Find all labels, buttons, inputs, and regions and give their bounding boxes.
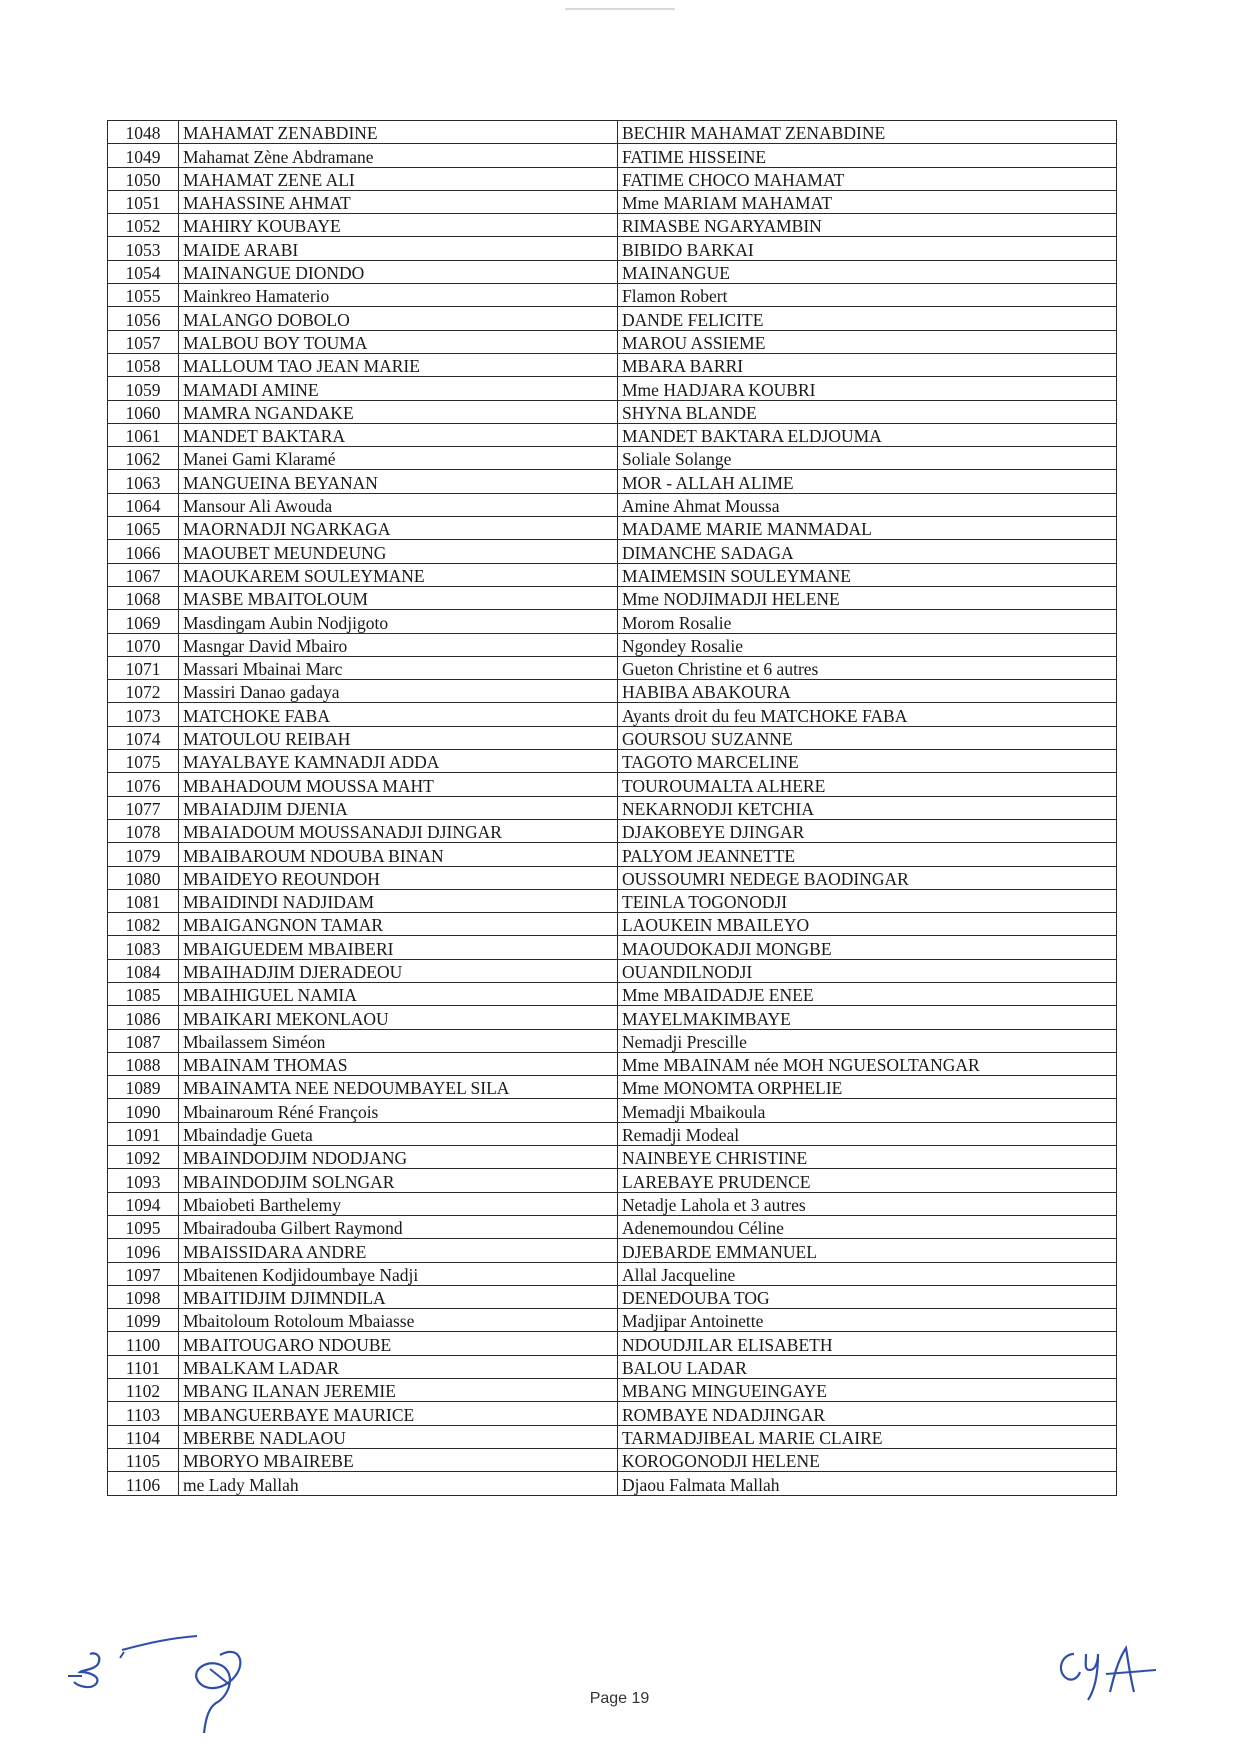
beneficiary-name: MAYELMAKIMBAYE bbox=[618, 1006, 1117, 1029]
row-number: 1102 bbox=[108, 1379, 179, 1402]
table-row bbox=[108, 773, 1117, 796]
row-number: 1100 bbox=[108, 1332, 179, 1355]
row-number: 1103 bbox=[108, 1402, 179, 1425]
row-number: 1075 bbox=[108, 750, 179, 773]
beneficiary-name: Mme MARIAM MAHAMAT bbox=[618, 190, 1117, 213]
beneficiary-name: Flamon Robert bbox=[618, 284, 1117, 307]
table-row bbox=[108, 1029, 1117, 1052]
deceased-name: Mbailassem Siméon bbox=[179, 1029, 618, 1052]
deceased-name: MBANGUERBAYE MAURICE bbox=[179, 1402, 618, 1425]
beneficiary-name: OUANDILNODJI bbox=[618, 959, 1117, 982]
row-number: 1059 bbox=[108, 377, 179, 400]
deceased-name: Massari Mbainai Marc bbox=[179, 656, 618, 679]
deceased-name: Mansour Ali Awouda bbox=[179, 493, 618, 516]
beneficiary-name: Memadji Mbaikoula bbox=[618, 1099, 1117, 1122]
deceased-name: MAORNADJI NGARKAGA bbox=[179, 517, 618, 540]
deceased-name: me Lady Mallah bbox=[179, 1472, 618, 1495]
row-number: 1051 bbox=[108, 190, 179, 213]
table-row bbox=[108, 959, 1117, 982]
row-number: 1085 bbox=[108, 982, 179, 1005]
table-row bbox=[108, 1169, 1117, 1192]
beneficiary-name: HABIBA ABAKOURA bbox=[618, 680, 1117, 703]
table-row bbox=[108, 400, 1117, 423]
beneficiary-name: ROMBAYE NDADJINGAR bbox=[618, 1402, 1117, 1425]
row-number: 1063 bbox=[108, 470, 179, 493]
deceased-name: Mbairadouba Gilbert Raymond bbox=[179, 1215, 618, 1238]
row-number: 1099 bbox=[108, 1309, 179, 1332]
table-row bbox=[108, 680, 1117, 703]
table-row bbox=[108, 843, 1117, 866]
deceased-name: MAIDE ARABI bbox=[179, 237, 618, 260]
table-row bbox=[108, 167, 1117, 190]
scan-artifact bbox=[565, 8, 675, 10]
row-number: 1048 bbox=[108, 121, 179, 144]
beneficiary-name: FATIME HISSEINE bbox=[618, 144, 1117, 167]
row-number: 1053 bbox=[108, 237, 179, 260]
row-number: 1065 bbox=[108, 517, 179, 540]
deceased-name: MBAIADOUM MOUSSANADJI DJINGAR bbox=[179, 819, 618, 842]
table-row bbox=[108, 1239, 1117, 1262]
row-number: 1104 bbox=[108, 1425, 179, 1448]
deceased-name: MBERBE NADLAOU bbox=[179, 1425, 618, 1448]
table-row bbox=[108, 913, 1117, 936]
row-number: 1067 bbox=[108, 563, 179, 586]
row-number: 1064 bbox=[108, 493, 179, 516]
table-row bbox=[108, 517, 1117, 540]
deceased-name: MBORYO MBAIREBE bbox=[179, 1448, 618, 1471]
table-row bbox=[108, 447, 1117, 470]
page-number: Page 19 bbox=[589, 1690, 650, 1707]
deceased-name: Manei Gami Klaramé bbox=[179, 447, 618, 470]
deceased-name: MBAINAM THOMAS bbox=[179, 1052, 618, 1075]
row-number: 1070 bbox=[108, 633, 179, 656]
table-row bbox=[108, 1006, 1117, 1029]
beneficiary-name: KOROGONODJI HELENE bbox=[618, 1448, 1117, 1471]
table-row bbox=[108, 656, 1117, 679]
beneficiary-name: NAINBEYE CHRISTINE bbox=[618, 1146, 1117, 1169]
table-row bbox=[108, 703, 1117, 726]
beneficiary-name: MBANG MINGUEINGAYE bbox=[618, 1379, 1117, 1402]
row-number: 1092 bbox=[108, 1146, 179, 1169]
registry-table bbox=[107, 120, 1117, 1496]
row-number: 1061 bbox=[108, 423, 179, 446]
row-number: 1098 bbox=[108, 1285, 179, 1308]
deceased-name: Masngar David Mbairo bbox=[179, 633, 618, 656]
table-row bbox=[108, 1332, 1117, 1355]
beneficiary-name: Mme HADJARA KOUBRI bbox=[618, 377, 1117, 400]
beneficiary-name: TARMADJIBEAL MARIE CLAIRE bbox=[618, 1425, 1117, 1448]
table-row bbox=[108, 144, 1117, 167]
table-row bbox=[108, 260, 1117, 283]
table-row bbox=[108, 819, 1117, 842]
row-number: 1082 bbox=[108, 913, 179, 936]
row-number: 1091 bbox=[108, 1122, 179, 1145]
deceased-name: MAOUBET MEUNDEUNG bbox=[179, 540, 618, 563]
deceased-name: MANGUEINA BEYANAN bbox=[179, 470, 618, 493]
beneficiary-name: MAOUDOKADJI MONGBE bbox=[618, 936, 1117, 959]
deceased-name: MBALKAM LADAR bbox=[179, 1355, 618, 1378]
beneficiary-name: OUSSOUMRI NEDEGE BAODINGAR bbox=[618, 866, 1117, 889]
table-row bbox=[108, 1309, 1117, 1332]
deceased-name: MAHAMAT ZENABDINE bbox=[179, 121, 618, 144]
table-row bbox=[108, 1192, 1117, 1215]
beneficiary-name: MAINANGUE bbox=[618, 260, 1117, 283]
deceased-name: MAYALBAYE KAMNADJI ADDA bbox=[179, 750, 618, 773]
row-number: 1054 bbox=[108, 260, 179, 283]
row-number: 1097 bbox=[108, 1262, 179, 1285]
row-number: 1056 bbox=[108, 307, 179, 330]
deceased-name: Mbaindadje Gueta bbox=[179, 1122, 618, 1145]
deceased-name: MBAISSIDARA ANDRE bbox=[179, 1239, 618, 1262]
row-number: 1062 bbox=[108, 447, 179, 470]
row-number: 1101 bbox=[108, 1355, 179, 1378]
row-number: 1055 bbox=[108, 284, 179, 307]
beneficiary-name: Morom Rosalie bbox=[618, 610, 1117, 633]
deceased-name: MAMADI AMINE bbox=[179, 377, 618, 400]
beneficiary-name: Ngondey Rosalie bbox=[618, 633, 1117, 656]
row-number: 1074 bbox=[108, 726, 179, 749]
table-row bbox=[108, 237, 1117, 260]
table-row bbox=[108, 982, 1117, 1005]
deceased-name: Mbainaroum Réné François bbox=[179, 1099, 618, 1122]
deceased-name: MBAITOUGARO NDOUBE bbox=[179, 1332, 618, 1355]
row-number: 1069 bbox=[108, 610, 179, 633]
table-row bbox=[108, 377, 1117, 400]
table-row bbox=[108, 586, 1117, 609]
deceased-name: MBAIHADJIM DJERADEOU bbox=[179, 959, 618, 982]
beneficiary-name: RIMASBE NGARYAMBIN bbox=[618, 214, 1117, 237]
row-number: 1079 bbox=[108, 843, 179, 866]
beneficiary-name: TEINLA TOGONODJI bbox=[618, 889, 1117, 912]
table-row bbox=[108, 330, 1117, 353]
deceased-name: MBAIBAROUM NDOUBA BINAN bbox=[179, 843, 618, 866]
deceased-name: MAOUKAREM SOULEYMANE bbox=[179, 563, 618, 586]
deceased-name: MAHASSINE AHMAT bbox=[179, 190, 618, 213]
deceased-name: Mbaiobeti Barthelemy bbox=[179, 1192, 618, 1215]
table-row bbox=[108, 610, 1117, 633]
row-number: 1078 bbox=[108, 819, 179, 842]
deceased-name: MAMRA NGANDAKE bbox=[179, 400, 618, 423]
table-row bbox=[108, 1052, 1117, 1075]
beneficiary-name: MAROU ASSIEME bbox=[618, 330, 1117, 353]
table-row bbox=[108, 1215, 1117, 1238]
beneficiary-name: MANDET BAKTARA ELDJOUMA bbox=[618, 423, 1117, 446]
beneficiary-name: BECHIR MAHAMAT ZENABDINE bbox=[618, 121, 1117, 144]
table-row bbox=[108, 1402, 1117, 1425]
deceased-name: MAINANGUE DIONDO bbox=[179, 260, 618, 283]
deceased-name: MALLOUM TAO JEAN MARIE bbox=[179, 353, 618, 376]
row-number: 1089 bbox=[108, 1076, 179, 1099]
deceased-name: Mahamat Zène Abdramane bbox=[179, 144, 618, 167]
table-row bbox=[108, 889, 1117, 912]
row-number: 1077 bbox=[108, 796, 179, 819]
row-number: 1095 bbox=[108, 1215, 179, 1238]
beneficiary-name: DANDE FELICITE bbox=[618, 307, 1117, 330]
beneficiary-name: SHYNA BLANDE bbox=[618, 400, 1117, 423]
row-number: 1060 bbox=[108, 400, 179, 423]
beneficiary-name: Soliale Solange bbox=[618, 447, 1117, 470]
beneficiary-name: LAREBAYE PRUDENCE bbox=[618, 1169, 1117, 1192]
beneficiary-name: LAOUKEIN MBAILEYO bbox=[618, 913, 1117, 936]
beneficiary-name: DIMANCHE SADAGA bbox=[618, 540, 1117, 563]
row-number: 1106 bbox=[108, 1472, 179, 1495]
deceased-name: Mainkreo Hamaterio bbox=[179, 284, 618, 307]
row-number: 1076 bbox=[108, 773, 179, 796]
table-row bbox=[108, 1379, 1117, 1402]
deceased-name: MATCHOKE FABA bbox=[179, 703, 618, 726]
beneficiary-name: Netadje Lahola et 3 autres bbox=[618, 1192, 1117, 1215]
beneficiary-name: Amine Ahmat Moussa bbox=[618, 493, 1117, 516]
beneficiary-name: Mme MBAIDADJE ENEE bbox=[618, 982, 1117, 1005]
table-row bbox=[108, 214, 1117, 237]
row-number: 1057 bbox=[108, 330, 179, 353]
row-number: 1080 bbox=[108, 866, 179, 889]
table-row bbox=[108, 796, 1117, 819]
table-row bbox=[108, 1122, 1117, 1145]
table-row bbox=[108, 1285, 1117, 1308]
table-row bbox=[108, 121, 1117, 144]
table-row bbox=[108, 470, 1117, 493]
beneficiary-name: Mme MONOMTA ORPHELIE bbox=[618, 1076, 1117, 1099]
table-row bbox=[108, 1472, 1117, 1495]
row-number: 1093 bbox=[108, 1169, 179, 1192]
deceased-name: MBAIKARI MEKONLAOU bbox=[179, 1006, 618, 1029]
deceased-name: Masdingam Aubin Nodjigoto bbox=[179, 610, 618, 633]
row-number: 1072 bbox=[108, 680, 179, 703]
table-row bbox=[108, 307, 1117, 330]
table-row bbox=[108, 750, 1117, 773]
table-row bbox=[108, 726, 1117, 749]
registry-rows bbox=[108, 121, 1117, 1496]
row-number: 1071 bbox=[108, 656, 179, 679]
beneficiary-name: Allal Jacqueline bbox=[618, 1262, 1117, 1285]
beneficiary-name: Mme NODJIMADJI HELENE bbox=[618, 586, 1117, 609]
row-number: 1086 bbox=[108, 1006, 179, 1029]
row-number: 1073 bbox=[108, 703, 179, 726]
table-row bbox=[108, 423, 1117, 446]
row-number: 1084 bbox=[108, 959, 179, 982]
deceased-name: MBAINDODJIM NDODJANG bbox=[179, 1146, 618, 1169]
deceased-name: Mbaitenen Kodjidoumbaye Nadji bbox=[179, 1262, 618, 1285]
beneficiary-name: Nemadji Prescille bbox=[618, 1029, 1117, 1052]
beneficiary-name: BALOU LADAR bbox=[618, 1355, 1117, 1378]
beneficiary-name: MBARA BARRI bbox=[618, 353, 1117, 376]
table-row bbox=[108, 866, 1117, 889]
deceased-name: MAHAMAT ZENE ALI bbox=[179, 167, 618, 190]
row-number: 1081 bbox=[108, 889, 179, 912]
beneficiary-name: DJEBARDE EMMANUEL bbox=[618, 1239, 1117, 1262]
deceased-name: MBAINDODJIM SOLNGAR bbox=[179, 1169, 618, 1192]
table-row bbox=[108, 936, 1117, 959]
table-row bbox=[108, 1355, 1117, 1378]
deceased-name: MASBE MBAITOLOUM bbox=[179, 586, 618, 609]
beneficiary-name: Adenemoundou Céline bbox=[618, 1215, 1117, 1238]
deceased-name: MATOULOU REIBAH bbox=[179, 726, 618, 749]
beneficiary-name: FATIME CHOCO MAHAMAT bbox=[618, 167, 1117, 190]
beneficiary-name: TOUROUMALTA ALHERE bbox=[618, 773, 1117, 796]
table-row bbox=[108, 284, 1117, 307]
beneficiary-name: Ayants droit du feu MATCHOKE FABA bbox=[618, 703, 1117, 726]
row-number: 1087 bbox=[108, 1029, 179, 1052]
beneficiary-name: MOR - ALLAH ALIME bbox=[618, 470, 1117, 493]
deceased-name: MBAHADOUM MOUSSA MAHT bbox=[179, 773, 618, 796]
table-row bbox=[108, 1448, 1117, 1471]
beneficiary-name: Gueton Christine et 6 autres bbox=[618, 656, 1117, 679]
beneficiary-name: Remadji Modeal bbox=[618, 1122, 1117, 1145]
table-row bbox=[108, 1425, 1117, 1448]
table-row bbox=[108, 1146, 1117, 1169]
deceased-name: MBAIHIGUEL NAMIA bbox=[179, 982, 618, 1005]
row-number: 1058 bbox=[108, 353, 179, 376]
beneficiary-name: NDOUDJILAR ELISABETH bbox=[618, 1332, 1117, 1355]
deceased-name: MALBOU BOY TOUMA bbox=[179, 330, 618, 353]
deceased-name: MBAIDEYO REOUNDOH bbox=[179, 866, 618, 889]
beneficiary-name: DENEDOUBA TOG bbox=[618, 1285, 1117, 1308]
beneficiary-name: MAIMEMSIN SOULEYMANE bbox=[618, 563, 1117, 586]
row-number: 1088 bbox=[108, 1052, 179, 1075]
beneficiary-name: Mme MBAINAM née MOH NGUESOLTANGAR bbox=[618, 1052, 1117, 1075]
row-number: 1066 bbox=[108, 540, 179, 563]
deceased-name: MAHIRY KOUBAYE bbox=[179, 214, 618, 237]
row-number: 1083 bbox=[108, 936, 179, 959]
deceased-name: MBAIDINDI NADJIDAM bbox=[179, 889, 618, 912]
row-number: 1068 bbox=[108, 586, 179, 609]
table-row bbox=[108, 1262, 1117, 1285]
beneficiary-name: DJAKOBEYE DJINGAR bbox=[618, 819, 1117, 842]
row-number: 1050 bbox=[108, 167, 179, 190]
deceased-name: Massiri Danao gadaya bbox=[179, 680, 618, 703]
beneficiary-name: Djaou Falmata Mallah bbox=[618, 1472, 1117, 1495]
deceased-name: MALANGO DOBOLO bbox=[179, 307, 618, 330]
beneficiary-name: MADAME MARIE MANMADAL bbox=[618, 517, 1117, 540]
table-row bbox=[108, 540, 1117, 563]
deceased-name: MANDET BAKTARA bbox=[179, 423, 618, 446]
row-number: 1049 bbox=[108, 144, 179, 167]
beneficiary-name: BIBIDO BARKAI bbox=[618, 237, 1117, 260]
beneficiary-name: Madjipar Antoinette bbox=[618, 1309, 1117, 1332]
table-row bbox=[108, 190, 1117, 213]
deceased-name: MBANG ILANAN JEREMIE bbox=[179, 1379, 618, 1402]
deceased-name: MBAIADJIM DJENIA bbox=[179, 796, 618, 819]
row-number: 1052 bbox=[108, 214, 179, 237]
table-row bbox=[108, 563, 1117, 586]
table-row bbox=[108, 353, 1117, 376]
row-number: 1096 bbox=[108, 1239, 179, 1262]
table-row bbox=[108, 1076, 1117, 1099]
beneficiary-name: NEKARNODJI KETCHIA bbox=[618, 796, 1117, 819]
table-row bbox=[108, 493, 1117, 516]
beneficiary-name: GOURSOU SUZANNE bbox=[618, 726, 1117, 749]
deceased-name: MBAINAMTA NEE NEDOUMBAYEL SILA bbox=[179, 1076, 618, 1099]
deceased-name: MBAIGUEDEM MBAIBERI bbox=[179, 936, 618, 959]
deceased-name: MBAITIDJIM DJIMNDILA bbox=[179, 1285, 618, 1308]
row-number: 1105 bbox=[108, 1448, 179, 1471]
deceased-name: MBAIGANGNON TAMAR bbox=[179, 913, 618, 936]
table-row bbox=[108, 1099, 1117, 1122]
deceased-name: Mbaitoloum Rotoloum Mbaiasse bbox=[179, 1309, 618, 1332]
table-row bbox=[108, 633, 1117, 656]
beneficiary-name: TAGOTO MARCELINE bbox=[618, 750, 1117, 773]
row-number: 1090 bbox=[108, 1099, 179, 1122]
row-number: 1094 bbox=[108, 1192, 179, 1215]
beneficiary-name: PALYOM JEANNETTE bbox=[618, 843, 1117, 866]
